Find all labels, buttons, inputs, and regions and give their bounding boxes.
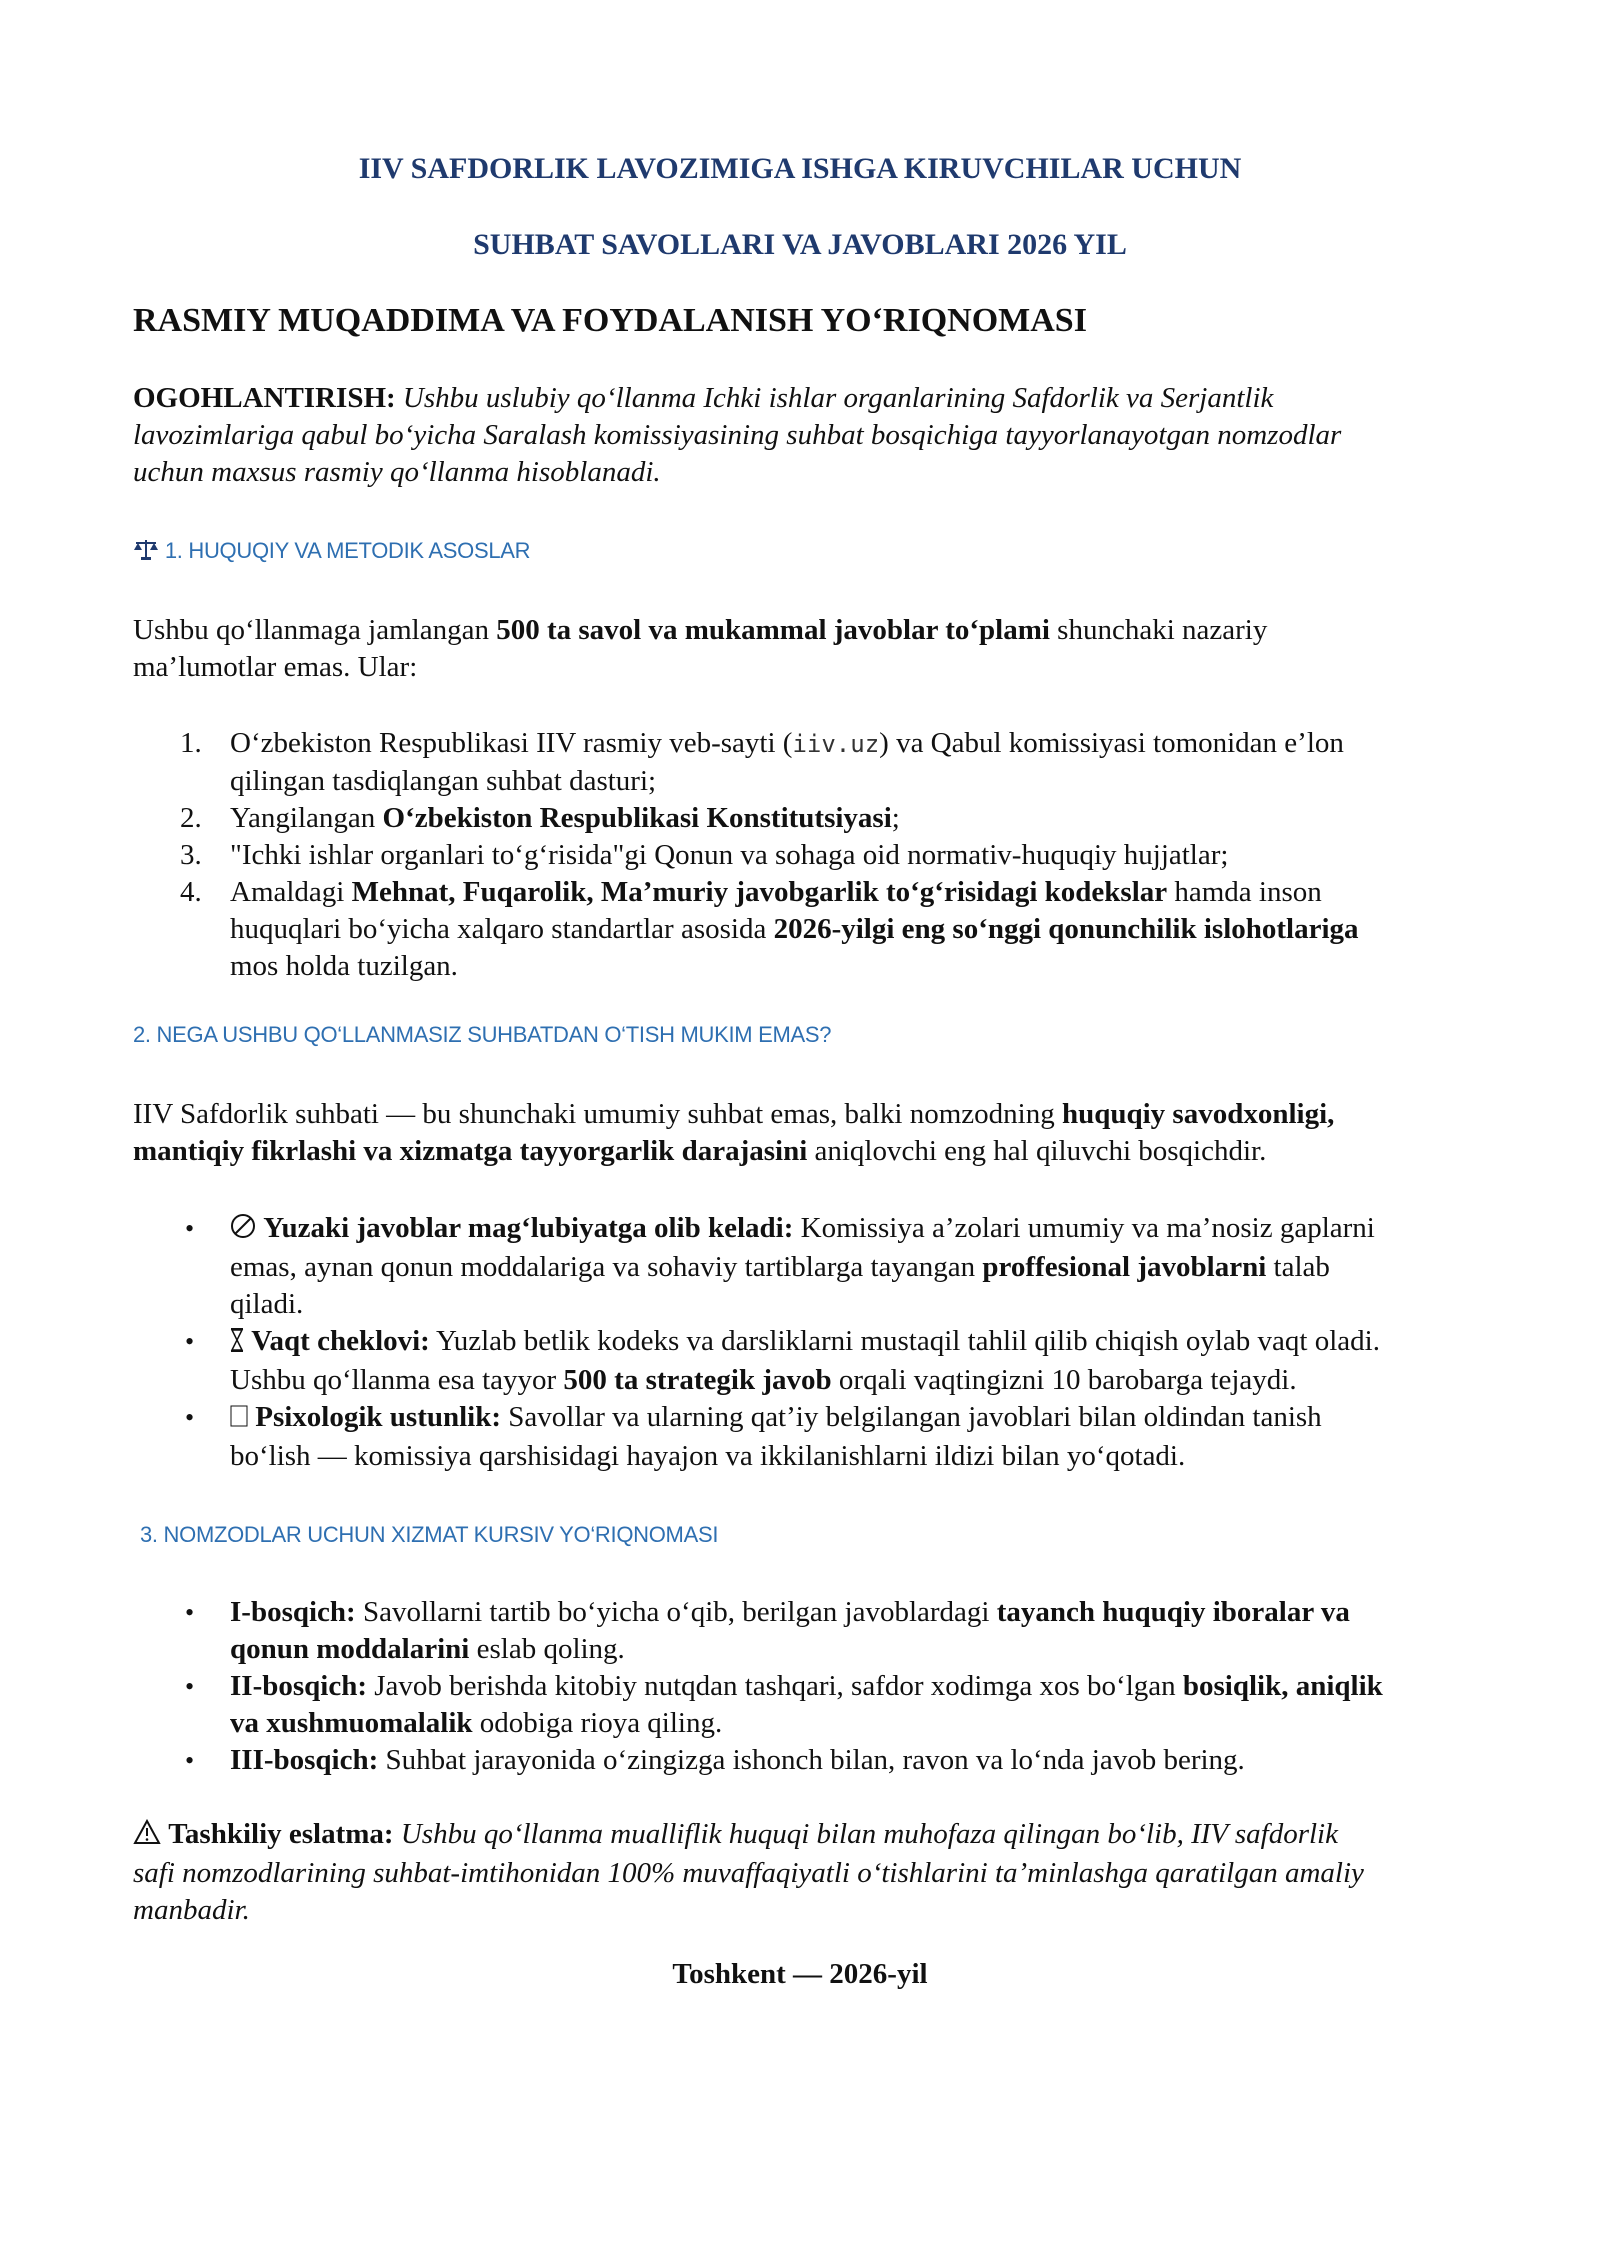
prohibited-icon — [230, 1212, 256, 1249]
bullet-label: III-bosqich: — [230, 1744, 379, 1776]
document-title-line1: IIV SAFDORLIK LAVOZIMIGA ISHGA KIRUVCHILAR UCHUN — [358, 152, 1242, 185]
bullet-line2-bold: 500 ta strategik javob — [563, 1363, 832, 1396]
list-item — [133, 1668, 1533, 1742]
list-item-line2: huquqlari bo‘yicha xalqaro standartlar asosida — [230, 913, 774, 945]
list-item — [133, 874, 1533, 985]
bullet-line2-end: odobiga rioya qiling. — [472, 1707, 723, 1739]
bullet-dot: • — [185, 1326, 195, 1356]
list-number: 3. — [180, 839, 202, 871]
list-item-text: Amaldagi — [230, 876, 352, 908]
bullet-bold: tayanch huquqiy iboralar va — [996, 1596, 1350, 1628]
brain-icon — [230, 1401, 248, 1438]
section1-intro-text-end: shunchaki nazariy — [1049, 614, 1268, 646]
list-item — [133, 1210, 1533, 1323]
list-item-line3: mos holda tuzilgan. — [230, 950, 458, 982]
section2-heading: 2. NEGA USHBU QO‘LLANMASIZ SUHBATDAN O‘TISH MUKIM EMAS? — [133, 1022, 832, 1047]
bullet-text: Savollar va ularning qat’iy belgilangan javoblari bilan oldindan tanish — [501, 1400, 1322, 1433]
section1-heading — [133, 538, 530, 566]
bullet-dot: • — [185, 1214, 195, 1243]
bullet-line2: emas, aynan qonun moddalariga va sohaviy tartiblarga tayangan — [230, 1250, 983, 1283]
warning-paragraph — [133, 380, 1513, 491]
section1-list — [133, 725, 1533, 985]
bullet-label: II-bosqich: — [230, 1670, 367, 1702]
list-item-text-end: ) va Qabul komissiyasi tomonidan e’lon — [879, 727, 1344, 759]
list-item-text: "Ichki ishlar organlari to‘g‘risida"gi Qonun va sohaga oid normativ-huquqiy hujjatlar; — [230, 839, 1229, 871]
bullet-text: Suhbat jarayonida o‘zingizga ishonch bilan, ravon va lo‘nda javob bering. — [378, 1744, 1245, 1776]
warning-triangle-icon — [133, 1818, 161, 1855]
scales-icon — [133, 538, 159, 566]
list-item-bold2: 2026-yilgi eng so‘nggi qonunchilik islohotlariga — [773, 913, 1359, 945]
note-text-line3: manbadir. — [133, 1893, 250, 1926]
organizational-note — [133, 1816, 1513, 1929]
hourglass-icon — [230, 1325, 244, 1362]
bullet-line2: bo‘lish — komissiya qarshisidagi hayajon va ikkilanishlarni ildizi bilan yo‘qotadi. — [230, 1439, 1186, 1472]
bullet-bold: bosiqlik, aniqlik — [1182, 1670, 1383, 1702]
warning-label: OGOHLANTIRISH: — [133, 382, 396, 414]
document-title-line2: SUHBAT SAVOLLARI VA JAVOBLARI 2026 YIL — [473, 228, 1127, 261]
bullet-label: I-bosqich: — [230, 1596, 356, 1628]
bullet-line2-end: orqali vaqtingizni 10 barobarga tejaydi. — [831, 1363, 1297, 1396]
note-text-line1: Ushbu qo‘llanma mualliflik huquqi bilan muhofaza qilingan bo‘lib, IIV safdorlik — [393, 1818, 1338, 1850]
warning-text-line1: Ushbu uslubiy qo‘llanma Ichki ishlar organlarining Safdorlik va Serjantlik — [395, 382, 1274, 414]
list-item — [133, 1323, 1533, 1399]
bullet-line3: qiladi. — [230, 1287, 304, 1320]
section2-intro-text-end: aniqlovchi eng hal qiluvchi bosqichdir. — [807, 1135, 1267, 1167]
bullet-dot: • — [185, 1402, 195, 1432]
note-text-line2: safi nomzodlarining suhbat-imtihonidan 100% muvaffaqiyatli o‘tishlarini ta’minlashga qaratilgan amaliy — [133, 1856, 1364, 1889]
list-number: 1. — [180, 727, 202, 759]
footer-place-year: Toshkent — 2026-yil — [672, 1958, 928, 1990]
section1-heading-text: 1. HUQUQIY VA METODIK ASOSLAR — [164, 538, 531, 563]
bullet-dot: • — [185, 1746, 195, 1775]
note-label: Tashkiliy eslatma: — [168, 1818, 394, 1850]
bullet-line2-end: talab — [1266, 1250, 1330, 1283]
bullet-dot: • — [185, 1672, 195, 1701]
section3-heading: 3. NOMZODLAR UCHUN XIZMAT KURSIV YO‘RIQNOMASI — [140, 1522, 719, 1547]
list-item-line2: qilingan tasdiqlangan suhbat dasturi; — [230, 765, 657, 797]
main-heading: RASMIY MUQADDIMA VA FOYDALANISH YO‘RIQNOMASI — [133, 302, 1087, 339]
list-item — [133, 725, 1533, 800]
website-code: iiv.uz — [792, 730, 880, 758]
bullet-text: Komissiya a’zolari umumiy va ma’nosiz gaplarni — [793, 1212, 1375, 1244]
section1-intro-bold: 500 ta savol va mukammal javoblar to‘plami — [496, 614, 1050, 646]
list-item-bold: O‘zbekiston Respublikasi Konstitutsiyasi — [382, 802, 892, 834]
list-number: 4. — [180, 876, 202, 908]
list-item-text-end: ; — [891, 802, 900, 834]
list-item-text: Yangilangan — [230, 802, 383, 834]
section2-intro-bold2: mantiqiy fikrlashi va xizmatga tayyorgarlik darajasini — [133, 1135, 808, 1167]
bullet-line2-bold: proffesional javoblarni — [982, 1250, 1267, 1283]
list-item — [133, 1594, 1533, 1668]
section2-intro-text: IIV Safdorlik suhbati — bu shunchaki umumiy suhbat emas, balki nomzodning — [133, 1098, 1062, 1130]
warning-text-line2: lavozimlariga qabul bo‘yicha Saralash komissiyasining suhbat bosqichiga tayyorlanayotgan nomzodlar — [133, 419, 1342, 451]
bullet-dot: • — [185, 1598, 195, 1627]
list-item-text: O‘zbekiston Respublikasi IIV rasmiy veb-sayti ( — [230, 727, 793, 759]
bullet-text: Savollarni tartib bo‘yicha o‘qib, berilgan javoblardagi — [355, 1596, 997, 1628]
section1-intro-text: Ushbu qo‘llanmaga jamlangan — [133, 614, 497, 646]
bullet-label: Psixologik ustunlik: — [255, 1400, 502, 1433]
section1-intro-line2: ma’lumotlar emas. Ular: — [133, 651, 418, 683]
bullet-line2-bold: qonun moddalarini — [230, 1633, 470, 1665]
section2-intro-bold1: huquqiy savodxonligi, — [1061, 1098, 1335, 1130]
section1-intro — [133, 612, 1513, 686]
bullet-text: Javob berishda kitobiy nutqdan tashqari, safdor xodimga xos bo‘lgan — [367, 1670, 1183, 1702]
bullet-label: Vaqt cheklovi: — [251, 1324, 430, 1357]
section2-intro — [133, 1096, 1513, 1170]
section3-list — [133, 1594, 1533, 1779]
bullet-line2-bold: va xushmuomalalik — [230, 1707, 473, 1739]
list-number: 2. — [180, 802, 202, 834]
list-item — [133, 1399, 1533, 1475]
bullet-line2: Ushbu qo‘llanma esa tayyor — [230, 1363, 564, 1396]
list-item — [133, 1742, 1533, 1779]
list-item — [133, 837, 1533, 874]
list-item-bold: Mehnat, Fuqarolik, Ma’muriy javobgarlik to‘g‘risidagi kodekslar — [351, 876, 1168, 908]
list-item — [133, 800, 1533, 837]
bullet-text: Yuzlab betlik kodeks va darsliklarni mustaqil tahlil qilib chiqish oylab vaqt oladi. — [429, 1324, 1380, 1357]
warning-text-line3: uchun maxsus rasmiy qo‘llanma hisoblanadi. — [133, 456, 661, 488]
section2-list — [133, 1210, 1533, 1475]
bullet-line2-end: eslab qoling. — [469, 1633, 625, 1665]
bullet-label: Yuzaki javoblar mag‘lubiyatga olib keladi: — [263, 1212, 794, 1244]
list-item-text-end: hamda inson — [1167, 876, 1322, 908]
